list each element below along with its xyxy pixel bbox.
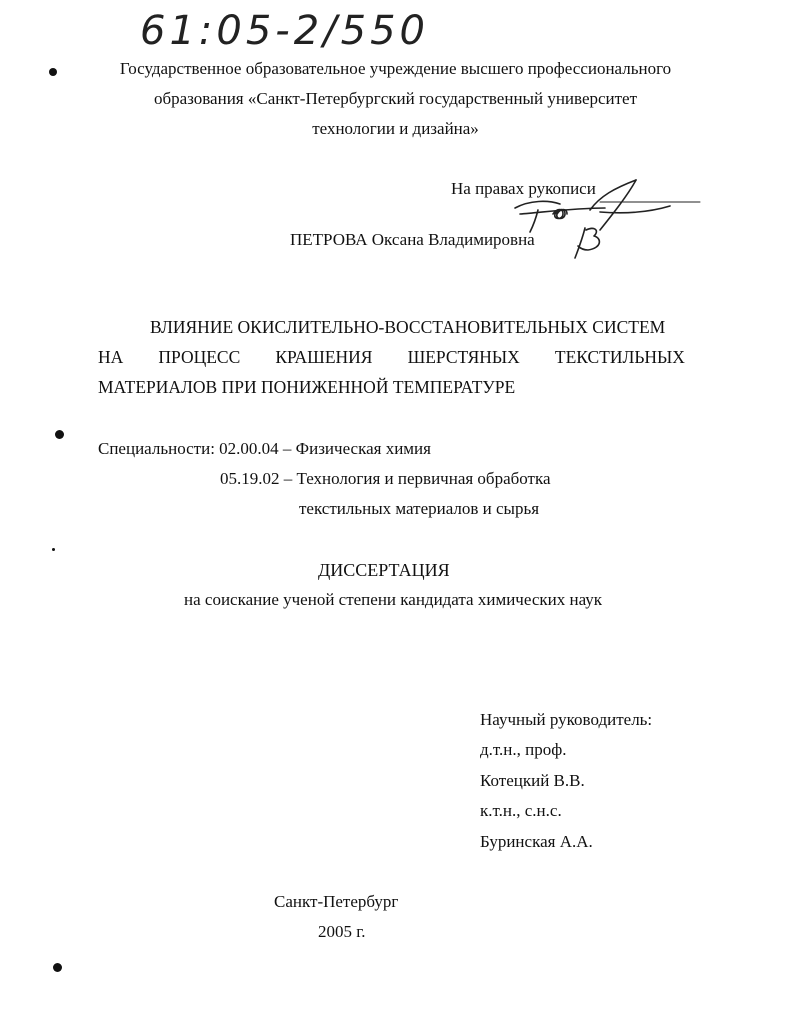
advisor-2-name: Буринская А.А. [480, 832, 593, 851]
institution-line-1: Государственное образовательное учреждение высшего профессионального [119, 59, 672, 78]
specialties-line-3: текстильных материалов и сырья [299, 499, 540, 518]
scan-speck [55, 430, 64, 439]
title-word: ТЕКСТИЛЬНЫХ [554, 347, 685, 367]
rights-note: На правах рукописи [451, 179, 596, 198]
title-word: НА [98, 347, 124, 367]
specialties-line-2: 05.19.02 – Технология и первичная обработка [220, 469, 551, 488]
author-name: ПЕТРОВА Оксана Владимировна [290, 230, 535, 249]
dissertation-subtitle: на соискание ученой степени кандидата химических наук [184, 590, 603, 609]
title-word: КРАШЕНИЯ [275, 347, 373, 367]
title-line-1: ВЛИЯНИЕ ОКИСЛИТЕЛЬНО-ВОССТАНОВИТЕЛЬНЫХ СИСТЕМ [150, 317, 666, 337]
specialties-line-1: Специальности: 02.00.04 – Физическая химия [98, 439, 431, 458]
institution-line-3: технологии и дизайна» [312, 119, 479, 138]
institution-line-2: образования «Санкт-Петербургский государственный университет [153, 89, 638, 108]
title-word: ПРОЦЕСС [158, 347, 241, 367]
archive-number: 61:05-2/550 [140, 8, 429, 54]
city: Санкт-Петербург [274, 892, 399, 911]
advisor-2-title: к.т.н., с.н.с. [480, 801, 562, 820]
advisor-1-title: д.т.н., проф. [480, 740, 567, 759]
title-word: ШЕРСТЯНЫХ [407, 347, 520, 367]
title-line-3: МАТЕРИАЛОВ ПРИ ПОНИЖЕННОЙ ТЕМПЕРАТУРЕ [98, 377, 516, 397]
scan-speck [53, 963, 62, 972]
scan-speck [52, 548, 55, 551]
title-line-2 [98, 349, 685, 367]
advisor-1-name: Котецкий В.В. [480, 771, 585, 790]
advisor-heading: Научный руководитель: [480, 710, 653, 729]
year: 2005 г. [318, 922, 366, 941]
dissertation-heading: ДИССЕРТАЦИЯ [318, 560, 450, 580]
